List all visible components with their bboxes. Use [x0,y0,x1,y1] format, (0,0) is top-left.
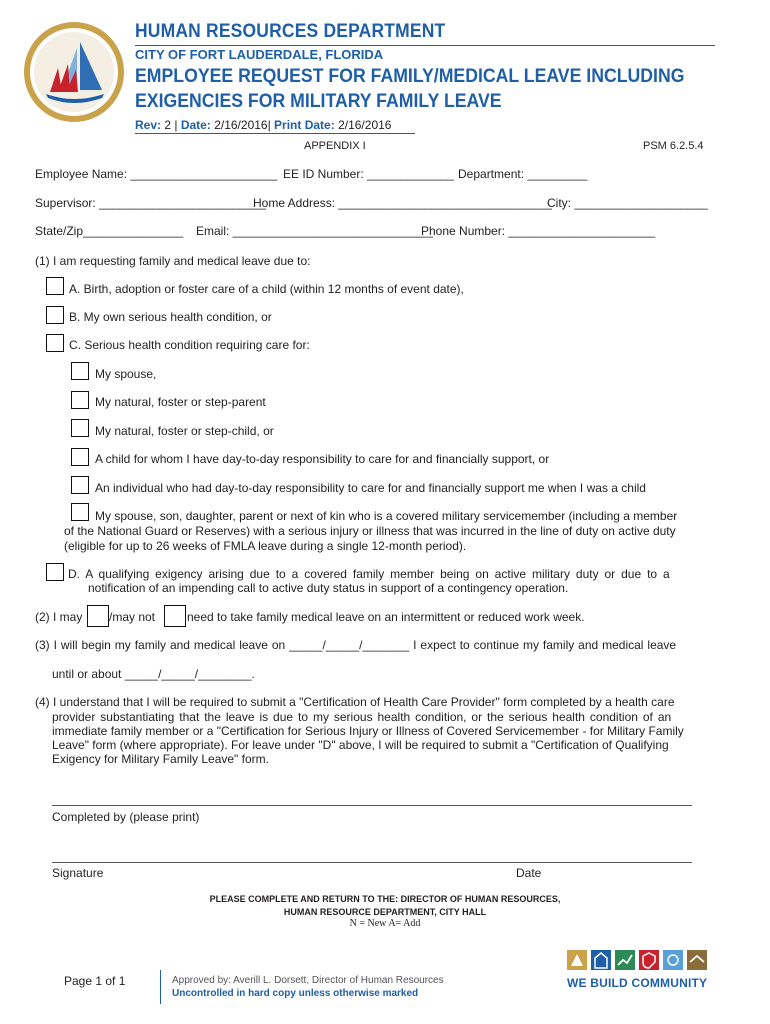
revision-line: Rev: 2 | Date: 2/16/2016| Print Date: 2/16/2016 [135,118,392,132]
date-value: 2/16/2016 [214,118,268,132]
option-c-military-line2: of the National Guard or Reserves) with a serious injury or illness that was incurred in the line of duty on active duty [64,524,676,538]
slogan: WE BUILD COMMUNITY [567,976,708,990]
state-zip-field[interactable]: State/Zip_______________ [35,224,184,238]
city-seal-logo [22,20,126,124]
city-heading: CITY OF FORT LAUDERDALE, FLORIDA [135,47,384,62]
date-label-signature: Date [516,866,542,880]
section4-line5: Exigency for Military Family Leave" form. [52,752,269,766]
supervisor-field[interactable]: Supervisor: _________________________ [35,196,266,210]
approved-by: Approved by: Averill L. Dorsett, Director of Human Resources [172,975,444,986]
revision-underline [135,133,415,134]
section1-intro: (1) I am requesting family and medical leave due to: [35,254,311,268]
header-rule [135,45,715,46]
form-title-line1: EMPLOYEE REQUEST FOR FAMILY/MEDICAL LEAVE INCLUDING [135,66,685,87]
psm-number: PSM 6.2.5.4 [643,140,704,152]
return-instructions-2: HUMAN RESOURCE DEPARTMENT, CITY HALL [283,907,487,917]
section4-line2: provider substantiating that the leave is due to my serious health condition, or the serious health condition of an [52,710,672,724]
checkbox-d[interactable] [46,563,64,581]
appendix-label: APPENDIX I [304,140,366,152]
checkbox-may-not[interactable] [164,605,186,627]
section2-may-not: /may not [109,610,156,624]
date-label: Date: [180,118,211,132]
option-c-day-to-day-label: A child for whom I have day-to-day responsibility to care for and financially support, or [95,452,550,466]
signature-line[interactable] [52,862,692,863]
option-b-label: B. My own serious health condition, or [69,310,272,324]
completed-by-line[interactable] [52,805,692,806]
ee-id-field[interactable]: EE ID Number: _____________ [283,167,454,181]
section4-line3: immediate family member or a "Certification for Serious Injury or Illness of Covered Servicemember - for Military Family [52,724,684,738]
checkbox-b[interactable] [46,306,64,324]
section4-line4: Leave" form (where appropriate). For leave under "D" above, I will be required to submit a "Certification of Qualifying [52,738,669,752]
employee-name-field[interactable]: Employee Name: ______________________ [35,167,278,181]
email-field[interactable]: Email: ______________________________ [196,224,433,238]
checkbox-c[interactable] [46,334,64,352]
section2-rest: need to take family medical leave on an intermittent or reduced work week. [187,610,585,624]
phone-field[interactable]: Phone Number: ______________________ [421,224,656,238]
legend-text: N = New A= Add [349,918,421,929]
department-heading: HUMAN RESOURCES DEPARTMENT [135,21,446,42]
rev-value: 2 [164,118,172,132]
signature-label: Signature [52,866,104,880]
footer-divider [160,970,161,1004]
checkbox-may[interactable] [87,605,109,627]
section3-line1[interactable]: (3) I will begin my family and medical leave on _____/_____/_______ I expect to continue my family and medical leave [35,638,677,652]
option-c-military-line1: My spouse, son, daughter, parent or next of kin who is a covered military servicemember (including a member [95,509,678,523]
home-address-field[interactable]: Home Address: ________________________________ [253,196,552,210]
option-c-child-label: My natural, foster or step-child, or [95,424,274,438]
section4-line1: (4) I understand that I will be required to submit a "Certification of Health Care Provider" form completed by a health care [35,695,675,709]
we-build-community-icons [567,948,709,972]
rev-label: Rev: [135,118,162,132]
checkbox-c-parent[interactable] [71,391,89,409]
page-number: Page 1 of 1 [64,974,126,988]
checkbox-c-child[interactable] [71,419,89,437]
completed-by-label: Completed by (please print) [52,810,200,824]
option-c-parent-label: My natural, foster or step-parent [95,395,266,409]
department-field[interactable]: Department: _________ [458,167,588,181]
form-title-line2: EXIGENCIES FOR MILITARY FAMILY LEAVE [135,91,502,112]
print-date-label: Print Date: [274,118,335,132]
section3-line2[interactable]: until or about _____/_____/________. [52,667,255,681]
option-d-line1: D. A qualifying exigency arising due to a covered family member being on active military duty or due to a [68,567,670,581]
checkbox-c-individual[interactable] [71,476,89,494]
checkbox-a[interactable] [46,277,64,295]
option-d-line2: notification of an impending call to active duty status in support of a contingency operation. [88,581,569,595]
option-a-label: A. Birth, adoption or foster care of a child (within 12 months of event date), [69,282,464,296]
option-c-individual-label: An individual who had day-to-day responsibility to care for and financially support me when I was a child [95,481,646,495]
checkbox-c-military[interactable] [71,503,89,521]
return-instructions-1: PLEASE COMPLETE AND RETURN TO THE: DIRECTOR OF HUMAN RESOURCES, [209,894,561,904]
uncontrolled-note: Uncontrolled in hard copy unless otherwise marked [172,988,419,999]
checkbox-c-day-to-day[interactable] [71,448,89,466]
option-c-military-line3: (eligible for up to 26 weeks of FMLA leave during a single 12-month period). [64,539,467,553]
checkbox-c-spouse[interactable] [71,362,89,380]
city-field[interactable]: City: ____________________ [547,196,708,210]
option-c-label: C. Serious health condition requiring care for: [69,338,310,352]
option-c-spouse-label: My spouse, [95,367,157,381]
section2-lead: (2) I may [35,610,83,624]
print-date-value: 2/16/2016 [338,118,392,132]
